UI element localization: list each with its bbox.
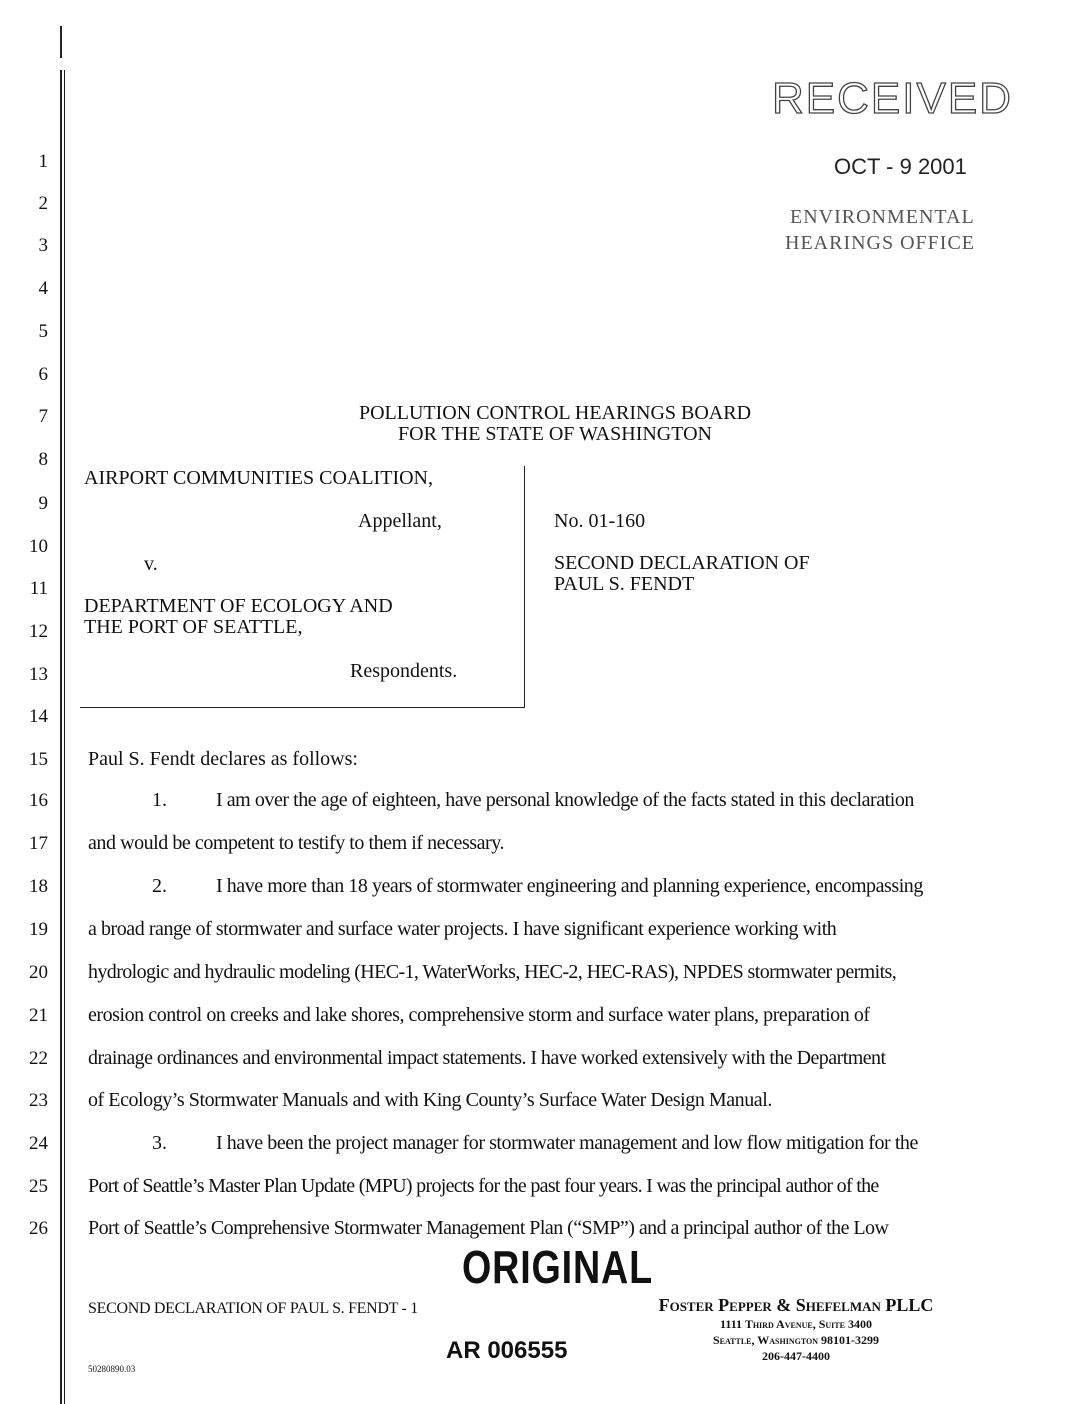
document-id: 50280890.03 [88, 1364, 136, 1374]
board-state: FOR THE STATE OF WASHINGTON [398, 423, 712, 445]
line-number: 19 [29, 919, 48, 940]
line-number: 10 [29, 536, 48, 557]
line-number: 21 [29, 1005, 48, 1026]
paragraph-1-line: and would be competent to testify to them if necessary. [88, 832, 505, 854]
footer-document-title: SECOND DECLARATION OF PAUL S. FENDT - 1 [88, 1300, 418, 1317]
respondent-line1: DEPARTMENT OF ECOLOGY AND [84, 595, 393, 617]
line-number: 22 [29, 1048, 48, 1069]
line-number: 4 [38, 278, 48, 299]
line-number: 12 [29, 621, 48, 642]
caption-divider-vertical [524, 466, 525, 708]
paragraph-2-line: hydrologic and hydraulic modeling (HEC-1, WaterWorks, HEC-2, HEC-RAS), NPDES stormwater permits, [88, 961, 897, 983]
original-stamp: ORIGINAL [462, 1241, 653, 1293]
case-number: No. 01-160 [554, 510, 646, 532]
paragraph-3-line: Port of Seattle’s Comprehensive Stormwater Management Plan (“SMP”) and a principal author of the Low [88, 1217, 889, 1239]
margin-rule-left [60, 70, 62, 1404]
paragraph-2-line: erosion control on creeks and lake shores, comprehensive storm and surface water plans, preparation of [88, 1004, 870, 1026]
line-number: 20 [29, 962, 48, 983]
line-number: 24 [29, 1133, 48, 1154]
intro-text: Paul S. Fendt declares as follows: [88, 748, 358, 770]
stamp-received: RECEIVED [772, 74, 1013, 123]
appellant-role: Appellant, [358, 510, 442, 532]
line-number: 16 [29, 790, 48, 811]
paragraph-2-line: a broad range of stormwater and surface water projects. I have significant experience working with [88, 918, 837, 940]
line-number: 18 [29, 876, 48, 897]
paragraph-1-line: I am over the age of eighteen, have personal knowledge of the facts stated in this declaration [216, 789, 914, 811]
line-number: 9 [38, 493, 48, 514]
line-number: 2 [38, 193, 48, 214]
line-number: 13 [29, 664, 48, 685]
caption-divider-bottom [80, 707, 525, 708]
board-title: POLLUTION CONTROL HEARINGS BOARD [358, 402, 752, 424]
paragraph-2-line: of Ecology’s Stormwater Manuals and with King County’s Surface Water Design Manual. [88, 1089, 772, 1111]
firm-address-line1: 1111 Third Avenue, Suite 3400 [720, 1317, 872, 1331]
paragraph-3-line: Port of Seattle’s Master Plan Update (MPU) projects for the past four years. I was the principal author of the [88, 1175, 879, 1197]
line-number: 11 [29, 578, 48, 599]
respondent-line2: THE PORT OF SEATTLE, [84, 616, 303, 638]
firm-phone: 206-447-4400 [762, 1349, 830, 1363]
line-number: 8 [38, 449, 48, 470]
stamp-date: OCT - 9 2001 [834, 154, 967, 179]
line-number: 17 [29, 833, 48, 854]
line-number: 25 [29, 1176, 48, 1197]
appellant-name: AIRPORT COMMUNITIES COALITION, [84, 467, 433, 489]
paragraph-3-number: 3. [152, 1132, 167, 1154]
firm-name: Foster Pepper & Shefelman PLLC [658, 1295, 934, 1315]
line-number: 23 [29, 1090, 48, 1111]
line-number: 5 [38, 321, 48, 342]
stamp-office-line1: ENVIRONMENTAL [790, 206, 975, 228]
line-number: 1 [38, 151, 48, 172]
document-title-line1: SECOND DECLARATION OF [554, 552, 810, 574]
line-number: 7 [38, 406, 48, 427]
stamp-office-line2: HEARINGS OFFICE [785, 232, 976, 254]
line-number: 26 [29, 1218, 48, 1239]
margin-rule-top-fragment [60, 26, 62, 58]
firm-address-line2: Seattle, Washington 98101-3299 [712, 1333, 880, 1347]
document-title-line2: PAUL S. FENDT [554, 573, 695, 595]
line-number: 14 [29, 706, 48, 727]
ar-number: AR 006555 [446, 1337, 568, 1364]
versus: v. [144, 553, 158, 575]
margin-rule-right [64, 70, 65, 1404]
paragraph-2-line: I have more than 18 years of stormwater engineering and planning experience, encompassing [216, 875, 923, 897]
paragraph-1-number: 1. [152, 789, 167, 811]
line-number: 15 [29, 749, 48, 770]
paragraph-3-line: I have been the project manager for stormwater management and low flow mitigation for the [216, 1132, 918, 1154]
paragraph-2-number: 2. [152, 875, 167, 897]
line-number: 3 [38, 235, 48, 256]
paragraph-2-line: drainage ordinances and environmental impact statements. I have worked extensively with the Department [88, 1047, 886, 1069]
respondent-role: Respondents. [350, 660, 458, 682]
line-number: 6 [38, 364, 48, 385]
